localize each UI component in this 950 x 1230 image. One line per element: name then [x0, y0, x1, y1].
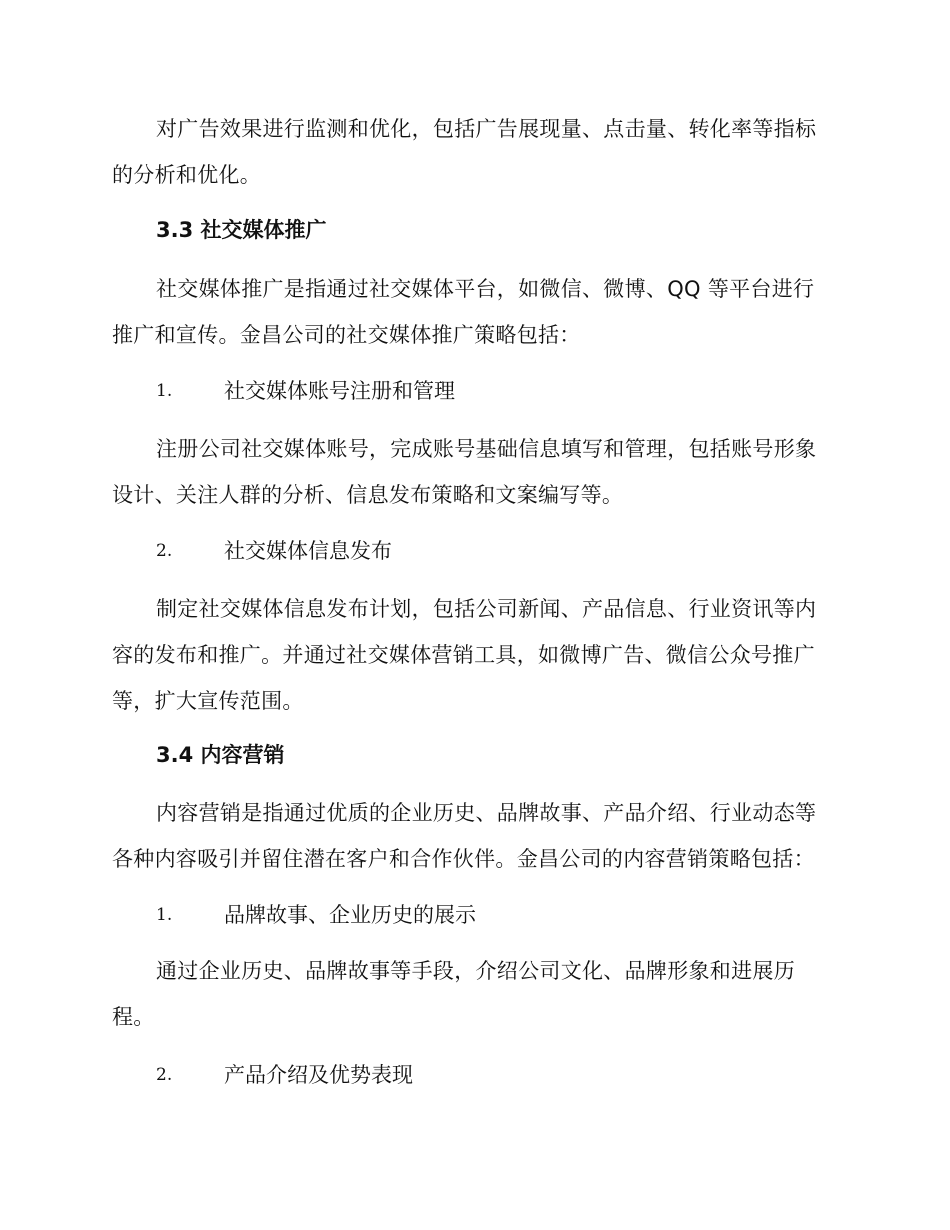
list-item-label: 社交媒体信息发布	[224, 539, 392, 563]
section-heading-3-3: 3.3 社交媒体推广	[156, 218, 327, 242]
paragraph-publishing-plan: 制定社交媒体信息发布计划，包括公司新闻、产品信息、行业资讯等内容的发布和推广。并通过社交媒体营销工具，如微博广告、微信公众号推广等，扩大宣传范围。	[112, 597, 817, 713]
paragraph-ad-optimization: 对广告效果进行监测和优化，包括广告展现量、点击量、转化率等指标的分析和优化。	[112, 117, 817, 187]
list-number: 2.	[156, 541, 173, 561]
paragraph-brand-history: 通过企业历史、品牌故事等手段，介绍公司文化、品牌形象和进展历程。	[112, 959, 795, 1029]
list-item-label: 产品介绍及优势表现	[224, 1063, 413, 1087]
list-number: 1.	[156, 905, 173, 925]
paragraph-account-registration: 注册公司社交媒体账号，完成账号基础信息填写和管理，包括账号形象设计、关注人群的分析、信息发布策略和文案编写等。	[112, 437, 817, 507]
list-item-product-intro	[156, 1060, 413, 1090]
list-item-brand-story	[156, 900, 476, 930]
list-number: 1.	[156, 381, 173, 401]
list-item-label: 品牌故事、企业历史的展示	[224, 903, 476, 927]
list-item-account-management	[156, 376, 455, 406]
section-heading-3-4: 3.4 内容营销	[156, 743, 285, 767]
list-item-label: 社交媒体账号注册和管理	[224, 379, 455, 403]
list-number: 2.	[156, 1065, 173, 1085]
list-item-info-publishing	[156, 536, 392, 566]
paragraph-social-media-intro: 社交媒体推广是指通过社交媒体平台，如微信、微博、QQ 等平台进行推广和宣传。金昌公司的社交媒体推广策略包括：	[112, 277, 815, 347]
paragraph-content-marketing-intro: 内容营销是指通过优质的企业历史、品牌故事、产品介绍、行业动态等各种内容吸引并留住潜在客户和合作伙伴。金昌公司的内容营销策略包括：	[112, 801, 817, 871]
